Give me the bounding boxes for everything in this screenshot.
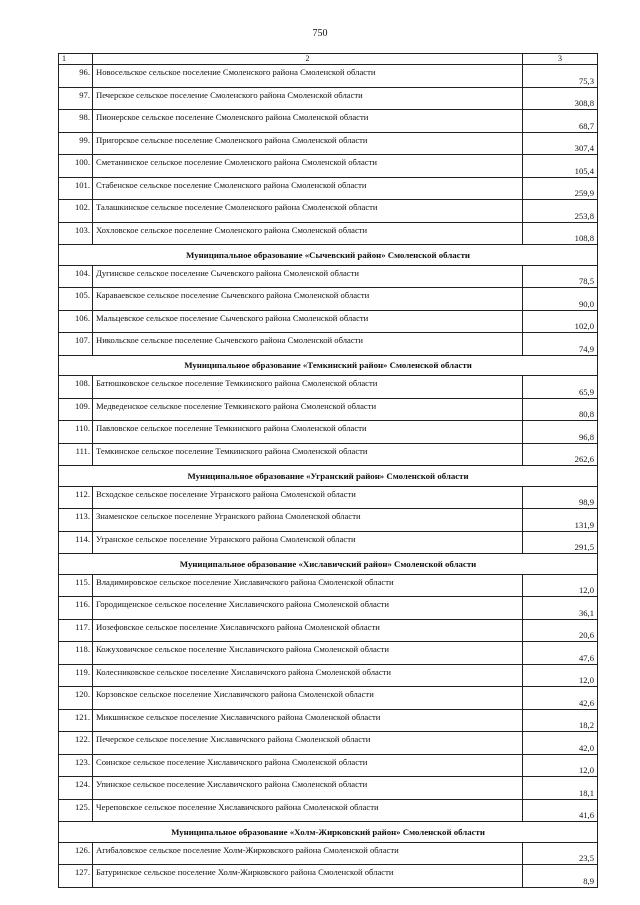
settlement-name: Хохловское сельское поселение Смоленского района Смоленской области [93,222,523,245]
table-row [59,177,598,200]
row-value: 75,3 [523,65,598,88]
table-row [59,376,598,399]
settlement-name: Печерское сельское поселение Смоленского района Смоленской области [93,87,523,110]
settlements-table [58,53,598,888]
row-value: 23,5 [523,842,598,865]
row-value: 253,8 [523,200,598,223]
table-row [59,310,598,333]
row-number: 113. [59,509,93,532]
row-value: 12,0 [523,574,598,597]
row-number: 124. [59,777,93,800]
table-row [59,732,598,755]
row-number: 103. [59,222,93,245]
section-header-row [59,822,598,843]
row-number: 109. [59,398,93,421]
row-number: 127. [59,865,93,888]
row-number: 126. [59,842,93,865]
settlement-name: Колесниковское сельское поселение Хиславичского района Смоленской области [93,664,523,687]
row-value: 65,9 [523,376,598,399]
section-title: Муниципальное образование «Холм-Жирковский район» Смоленской области [59,822,598,843]
settlement-name: Угранское сельское поселение Угранского района Смоленской области [93,531,523,554]
table-row [59,509,598,532]
settlement-name: Пионерское сельское поселение Смоленского района Смоленской области [93,110,523,133]
row-value: 42,6 [523,687,598,710]
table-row [59,531,598,554]
table-row [59,421,598,444]
table-row [59,443,598,466]
row-value: 78,5 [523,265,598,288]
row-number: 96. [59,65,93,88]
table-row [59,486,598,509]
section-header-row [59,355,598,376]
table-row [59,132,598,155]
row-value: 105,4 [523,155,598,178]
row-number: 121. [59,709,93,732]
row-value: 262,6 [523,443,598,466]
settlement-name: Череповское сельское поселение Хиславичского района Смоленской области [93,799,523,822]
row-value: 42,0 [523,732,598,755]
row-number: 112. [59,486,93,509]
settlement-name: Стабенское сельское поселение Смоленского района Смоленской области [93,177,523,200]
settlement-name: Кожуховичское сельское поселение Хиславичского района Смоленской области [93,642,523,665]
row-number: 102. [59,200,93,223]
row-value: 307,4 [523,132,598,155]
settlement-name: Батюшковское сельское поселение Темкинского района Смоленской области [93,376,523,399]
settlement-name: Сметанинское сельское поселение Смоленского района Смоленской области [93,155,523,178]
row-number: 98. [59,110,93,133]
table-row [59,664,598,687]
row-number: 119. [59,664,93,687]
settlement-name: Пригорское сельское поселение Смоленского района Смоленской области [93,132,523,155]
settlement-name: Печерское сельское поселение Хиславичского района Смоленской области [93,732,523,755]
section-title: Муниципальное образование «Хиславичский район» Смоленской области [59,554,598,575]
settlement-name: Корзовское сельское поселение Хиславичского района Смоленской области [93,687,523,710]
section-title: Муниципальное образование «Угранский район» Смоленской области [59,466,598,487]
row-value: 131,9 [523,509,598,532]
section-title: Муниципальное образование «Темкинский район» Смоленской области [59,355,598,376]
table-row [59,398,598,421]
row-value: 74,9 [523,333,598,356]
settlement-name: Караваевское сельское поселение Сычевского района Смоленской области [93,288,523,311]
settlement-name: Дугинское сельское поселение Сычевского района Смоленской области [93,265,523,288]
row-value: 108,8 [523,222,598,245]
table-row [59,687,598,710]
table-row [59,265,598,288]
table-row [59,842,598,865]
row-number: 117. [59,619,93,642]
table-header-row [59,54,598,65]
row-number: 105. [59,288,93,311]
row-value: 259,9 [523,177,598,200]
page-number: 750 [312,28,328,39]
settlement-name: Городищенское сельское поселение Хиславичского района Смоленской области [93,597,523,620]
table-row [59,597,598,620]
table-row [59,799,598,822]
row-number: 118. [59,642,93,665]
row-value: 18,1 [523,777,598,800]
row-number: 97. [59,87,93,110]
settlement-name: Иозефовское сельское поселение Хиславичского района Смоленской области [93,619,523,642]
settlement-name: Соинское сельское поселение Хиславичского района Смоленской области [93,754,523,777]
table-row [59,642,598,665]
row-value: 12,0 [523,664,598,687]
settlement-name: Темкинское сельское поселение Темкинского района Смоленской области [93,443,523,466]
row-value: 291,5 [523,531,598,554]
row-value: 12,0 [523,754,598,777]
settlement-name: Агибаловское сельское поселение Холм-Жирковского района Смоленской области [93,842,523,865]
settlement-name: Батуринское сельское поселение Холм-Жирковского района Смоленской области [93,865,523,888]
table-row [59,200,598,223]
section-header-row [59,554,598,575]
settlement-name: Талашкинское сельское поселение Смоленского района Смоленской области [93,200,523,223]
row-number: 111. [59,443,93,466]
row-value: 96,8 [523,421,598,444]
table-row [59,222,598,245]
column-header-value: 3 [523,54,598,65]
row-value: 102,0 [523,310,598,333]
row-number: 104. [59,265,93,288]
row-value: 36,1 [523,597,598,620]
column-header-name: 2 [93,54,523,65]
table-row [59,865,598,888]
row-number: 99. [59,132,93,155]
settlement-name: Знаменское сельское поселение Угранского района Смоленской области [93,509,523,532]
settlement-name: Упинское сельское поселение Хиславичского района Смоленской области [93,777,523,800]
row-number: 106. [59,310,93,333]
settlement-name: Владимировское сельское поселение Хиславичского района Смоленской области [93,574,523,597]
row-number: 123. [59,754,93,777]
section-title: Муниципальное образование «Сычевский район» Смоленской области [59,245,598,266]
settlement-name: Всходское сельское поселение Угранского района Смоленской области [93,486,523,509]
row-number: 101. [59,177,93,200]
row-number: 116. [59,597,93,620]
row-value: 90,0 [523,288,598,311]
table-row [59,333,598,356]
settlement-name: Мальцевское сельское поселение Сычевского района Смоленской области [93,310,523,333]
row-value: 20,6 [523,619,598,642]
row-number: 115. [59,574,93,597]
table-row [59,155,598,178]
column-header-number: 1 [59,54,93,65]
row-value: 18,2 [523,709,598,732]
settlement-name: Никольское сельское поселение Сычевского района Смоленской области [93,333,523,356]
row-number: 122. [59,732,93,755]
table-row [59,574,598,597]
row-number: 107. [59,333,93,356]
section-header-row [59,245,598,266]
row-value: 68,7 [523,110,598,133]
settlement-name: Микшинское сельское поселение Хиславичского района Смоленской области [93,709,523,732]
table-row [59,65,598,88]
table-row [59,288,598,311]
table-row [59,754,598,777]
row-value: 98,9 [523,486,598,509]
row-value: 47,6 [523,642,598,665]
table-row [59,619,598,642]
row-value: 308,8 [523,87,598,110]
settlement-name: Новосельское сельское поселение Смоленского района Смоленской области [93,65,523,88]
settlement-name: Павловское сельское поселение Темкинского района Смоленской области [93,421,523,444]
row-number: 110. [59,421,93,444]
table-row [59,709,598,732]
row-number: 114. [59,531,93,554]
row-number: 125. [59,799,93,822]
row-number: 120. [59,687,93,710]
settlement-name: Медведенское сельское поселение Темкинского района Смоленской области [93,398,523,421]
table-row [59,777,598,800]
row-number: 100. [59,155,93,178]
row-value: 8,9 [523,865,598,888]
row-number: 108. [59,376,93,399]
row-value: 41,6 [523,799,598,822]
row-value: 80,8 [523,398,598,421]
table-row [59,110,598,133]
section-header-row [59,466,598,487]
table-row [59,87,598,110]
